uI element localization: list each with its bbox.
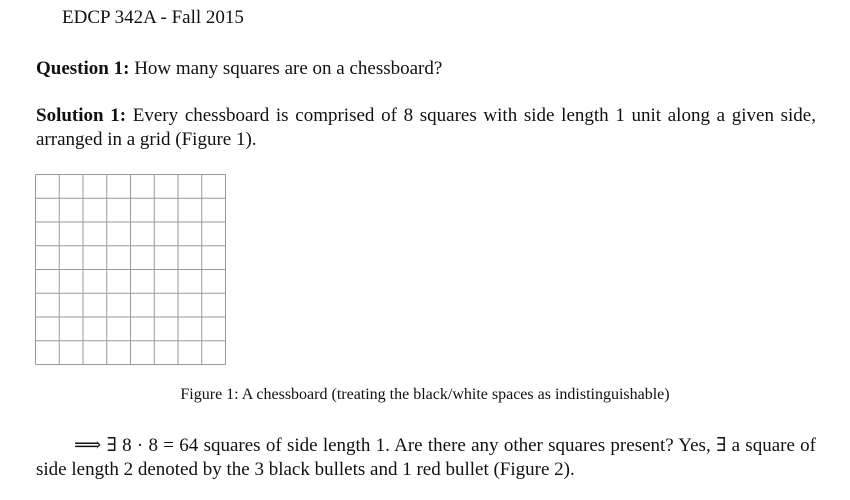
question-label: Question 1:	[36, 58, 130, 79]
course-header: EDCP 342A - Fall 2015	[62, 7, 244, 28]
figure-1-caption: Figure 1: A chessboard (treating the black/white spaces as indistinguishable)	[180, 386, 670, 403]
question-1	[36, 57, 442, 81]
conclusion-paragraph: ⟹ ∃ 8 · 8 = 64 squares of side length 1. Are there any other squares present? Yes, ∃ a square of side length 2 denoted by the 3 black bullets and 1 red bullet (Figure 2).	[36, 435, 816, 480]
chessboard-figure	[35, 174, 226, 365]
solution-1	[36, 104, 816, 152]
solution-label: Solution 1:	[36, 105, 127, 126]
solution-text: Every chessboard is comprised of 8 squares with side length 1 unit along a given side, arranged in a grid (Figure 1).	[36, 105, 816, 150]
question-text: How many squares are on a chessboard?	[129, 58, 443, 79]
